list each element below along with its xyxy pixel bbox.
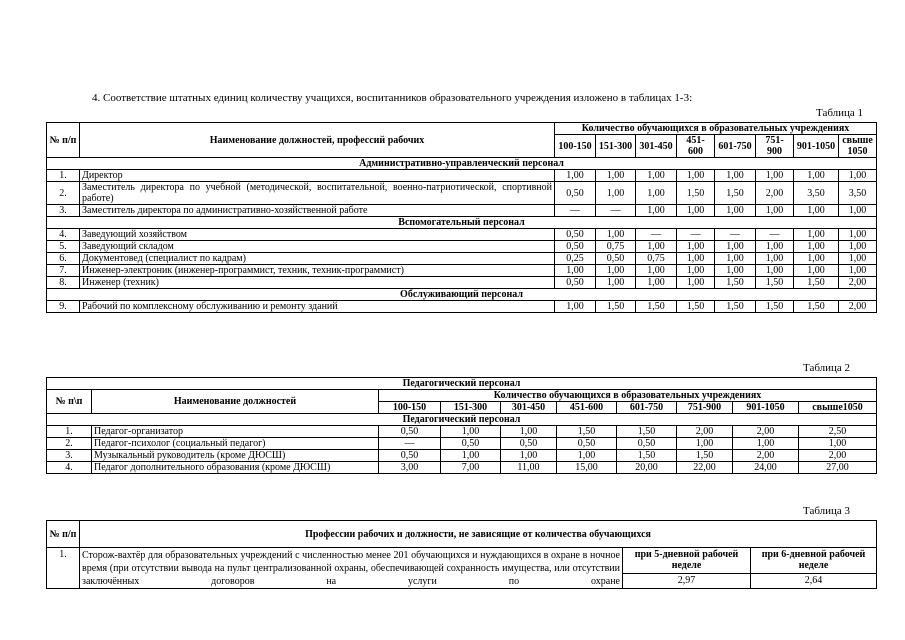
table-row [47, 241, 877, 253]
row-number: 1. [47, 426, 92, 438]
col-header-number: № п/п [47, 521, 80, 548]
row-number: 8. [47, 277, 80, 289]
value-cell: 0,75 [636, 253, 677, 265]
value-cell: 7,00 [441, 462, 501, 474]
value-cell: 2,50 [799, 426, 877, 438]
value-cell: — [715, 229, 756, 241]
value-cell: 0,25 [555, 253, 596, 265]
range-header: 901-1050 [733, 402, 799, 414]
value-cell: 1,50 [636, 301, 677, 313]
row-name: Заведующий хозяйством [80, 229, 555, 241]
col-header-name: Профессии рабочих и должности, не зависящие от количества обучающихся [80, 521, 877, 548]
table2-top-header: Педагогический персонал [47, 378, 877, 390]
table-row [47, 438, 877, 450]
range-header: 451-600 [557, 402, 617, 414]
value-cell: 1,00 [636, 182, 677, 205]
row-number: 1. [47, 170, 80, 182]
value-cell: 3,50 [839, 182, 877, 205]
row-number: 3. [47, 205, 80, 217]
value-cell: 1,00 [794, 170, 839, 182]
value-cell: 1,00 [596, 277, 636, 289]
value-cell: 1,00 [715, 241, 756, 253]
staffing-table-1 [46, 122, 877, 313]
value-cell: 1,50 [677, 182, 715, 205]
row-name: Педагог дополнительного образования (кроме ДЮСШ) [92, 462, 379, 474]
value-cell: 1,00 [636, 205, 677, 217]
row-number: 3. [47, 450, 92, 462]
value-5day: 2,97 [623, 573, 751, 588]
intro-text: 4. Соответствие штатных единиц количеству учащихся, воспитанников образовательного учреждения изложено в таблицах 1-3: [92, 92, 693, 104]
value-cell: 1,00 [839, 265, 877, 277]
value-cell: 1,50 [596, 301, 636, 313]
row-name: Музыкальный руководитель (кроме ДЮСШ) [92, 450, 379, 462]
row-number: 6. [47, 253, 80, 265]
value-cell: 2,00 [677, 426, 733, 438]
value-cell: 2,00 [839, 277, 877, 289]
range-header: 601-750 [617, 402, 677, 414]
value-cell: 1,00 [839, 170, 877, 182]
range-header: 151-300 [441, 402, 501, 414]
row-number: 4. [47, 462, 92, 474]
value-cell: 1,00 [756, 253, 794, 265]
value-cell: 1,50 [677, 301, 715, 313]
value-cell: 1,00 [555, 265, 596, 277]
value-cell: 2,00 [756, 182, 794, 205]
header-6day: при 6-дневной рабочей неделе [751, 548, 877, 574]
value-cell: 1,00 [799, 438, 877, 450]
section-title: Педагогический персонал [47, 414, 877, 426]
value-cell: 1,00 [715, 265, 756, 277]
value-cell: 1,00 [555, 170, 596, 182]
value-cell: 1,00 [636, 241, 677, 253]
value-cell: 1,00 [596, 170, 636, 182]
value-cell: — [677, 229, 715, 241]
value-cell: 15,00 [557, 462, 617, 474]
value-cell: 0,50 [555, 277, 596, 289]
table3-caption: Таблица 3 [803, 505, 851, 517]
value-cell: 1,00 [794, 229, 839, 241]
value-cell: 1,00 [636, 170, 677, 182]
value-cell: 1,50 [617, 450, 677, 462]
row-name: Инженер (техник) [80, 277, 555, 289]
value-cell: 2,00 [733, 426, 799, 438]
range-header: 301-450 [501, 402, 557, 414]
row-name: Рабочий по комплексному обслуживанию и ремонту зданий [80, 301, 555, 313]
table-row [47, 205, 877, 217]
table-row [47, 462, 877, 474]
value-cell: 0,50 [501, 438, 557, 450]
row-number: 2. [47, 182, 80, 205]
section-title: Обслуживающий персонал [47, 289, 877, 301]
value-6day: 2,64 [751, 573, 877, 588]
value-cell: 1,00 [677, 265, 715, 277]
value-cell: 1,50 [715, 301, 756, 313]
value-cell: 1,00 [794, 205, 839, 217]
value-cell: 1,00 [677, 241, 715, 253]
row-name: Педагог-организатор [92, 426, 379, 438]
range-header: 151-300 [596, 135, 636, 158]
staffing-table-2 [46, 377, 877, 474]
range-header: свыше 1050 [839, 135, 877, 158]
value-cell: 1,00 [677, 205, 715, 217]
value-cell: 1,00 [555, 301, 596, 313]
col-header-name: Наименование должностей [92, 390, 379, 414]
row-number: 4. [47, 229, 80, 241]
value-cell: 1,00 [677, 253, 715, 265]
value-cell: 1,50 [617, 426, 677, 438]
col-header-group: Количество обучающихся в образовательных учреждениях [555, 123, 877, 135]
row-name: Заместитель директора по учебной (методической, воспитательной, военно-патриотической, спортивной работе) [80, 182, 555, 205]
value-cell: 1,50 [677, 450, 733, 462]
value-cell: 1,00 [677, 438, 733, 450]
value-cell: 0,50 [379, 450, 441, 462]
value-cell: 1,00 [733, 438, 799, 450]
value-cell: 1,00 [756, 241, 794, 253]
row-number: 1. [47, 548, 80, 589]
table-row [47, 301, 877, 313]
range-header: 100-150 [379, 402, 441, 414]
value-cell: 1,00 [839, 241, 877, 253]
table-row [47, 229, 877, 241]
range-header: свыше1050 [799, 402, 877, 414]
section-title: Вспомогательный персонал [47, 217, 877, 229]
table-row [47, 277, 877, 289]
value-cell: — [636, 229, 677, 241]
value-cell: 1,00 [839, 205, 877, 217]
value-cell: 2,00 [733, 450, 799, 462]
value-cell: 2,00 [839, 301, 877, 313]
value-cell: 0,50 [555, 241, 596, 253]
row-name: Заведующий складом [80, 241, 555, 253]
value-cell: 1,00 [756, 265, 794, 277]
value-cell: 1,00 [596, 182, 636, 205]
table-row [47, 170, 877, 182]
table-row [47, 253, 877, 265]
value-cell: 0,50 [555, 229, 596, 241]
range-header: 451-600 [677, 135, 715, 158]
value-cell: 1,00 [441, 450, 501, 462]
table1-caption: Таблица 1 [816, 107, 864, 119]
value-cell: 2,00 [799, 450, 877, 462]
value-cell: 0,50 [441, 438, 501, 450]
value-cell: 1,00 [756, 170, 794, 182]
row-number: 5. [47, 241, 80, 253]
value-cell: 1,00 [794, 265, 839, 277]
staffing-table-3 [46, 520, 877, 589]
table-row [47, 426, 877, 438]
row-name: Педагог-психолог (социальный педагог) [92, 438, 379, 450]
value-cell: 1,00 [441, 426, 501, 438]
value-cell: 0,50 [555, 182, 596, 205]
range-header: 751-900 [756, 135, 794, 158]
value-cell: — [555, 205, 596, 217]
value-cell: 1,50 [794, 301, 839, 313]
value-cell: 1,00 [756, 205, 794, 217]
value-cell: 1,00 [794, 253, 839, 265]
row-name: Документовед (специалист по кадрам) [80, 253, 555, 265]
header-5day: при 5-дневной рабочей неделе [623, 548, 751, 574]
section-row [47, 158, 877, 170]
value-cell: 1,50 [794, 277, 839, 289]
value-cell: — [379, 438, 441, 450]
range-header: 901-1050 [794, 135, 839, 158]
value-cell: — [596, 205, 636, 217]
value-cell: 1,00 [596, 229, 636, 241]
table-row [47, 182, 877, 205]
value-cell: 1,00 [715, 205, 756, 217]
table2-caption: Таблица 2 [803, 362, 851, 374]
value-cell: 27,00 [799, 462, 877, 474]
value-cell: 1,00 [636, 277, 677, 289]
range-header: 100-150 [555, 135, 596, 158]
value-cell: 1,00 [636, 265, 677, 277]
value-cell: 1,50 [557, 426, 617, 438]
value-cell: 11,00 [501, 462, 557, 474]
col-header-number: № п\п [47, 390, 92, 414]
value-cell: 1,00 [715, 253, 756, 265]
value-cell: 1,00 [794, 241, 839, 253]
row-number: 7. [47, 265, 80, 277]
col-header-number: № п/п [47, 123, 80, 158]
row-name: Инженер-электроник (инженер-программист, техник, техник-программист) [80, 265, 555, 277]
range-header: 751-900 [677, 402, 733, 414]
table-row [47, 265, 877, 277]
value-cell: 1,50 [715, 277, 756, 289]
table-row [47, 450, 877, 462]
value-cell: 22,00 [677, 462, 733, 474]
section-row [47, 217, 877, 229]
col-header-name: Наименование должностей, профессий рабочих [80, 123, 555, 158]
value-cell: 1,50 [756, 277, 794, 289]
value-cell: 1,00 [501, 450, 557, 462]
range-header: 301-450 [636, 135, 677, 158]
value-cell: 3,50 [794, 182, 839, 205]
value-cell: 1,00 [677, 170, 715, 182]
value-cell: 0,50 [379, 426, 441, 438]
value-cell: 1,00 [596, 265, 636, 277]
value-cell: 1,50 [756, 301, 794, 313]
col-header-group: Количество обучающихся в образовательных учреждениях [379, 390, 877, 402]
value-cell: 24,00 [733, 462, 799, 474]
row-name: Сторож-вахтёр для образовательных учреждений с численностью менее 201 обучающихся и нуждающихся в охране в ночное время (при отсутствии вывода на пульт централизованной охраны, обеспечивающей сохранность имущества, или отсутствии заключённых договоров на услуги по охране [80, 548, 623, 589]
row-name: Директор [80, 170, 555, 182]
value-cell: 1,50 [715, 182, 756, 205]
value-cell: 1,00 [501, 426, 557, 438]
row-number: 9. [47, 301, 80, 313]
value-cell: 1,00 [839, 229, 877, 241]
section-row [47, 289, 877, 301]
section-title: Административно-управленческий персонал [47, 158, 877, 170]
value-cell: 20,00 [617, 462, 677, 474]
value-cell: 0,50 [617, 438, 677, 450]
value-cell: 3,00 [379, 462, 441, 474]
value-cell: 0,50 [596, 253, 636, 265]
value-cell: 1,00 [715, 170, 756, 182]
value-cell: 1,00 [839, 253, 877, 265]
value-cell: 1,00 [677, 277, 715, 289]
range-header: 601-750 [715, 135, 756, 158]
row-name: Заместитель директора по административно-хозяйственной работе [80, 205, 555, 217]
value-cell: 0,75 [596, 241, 636, 253]
value-cell: 0,50 [557, 438, 617, 450]
value-cell: 1,00 [557, 450, 617, 462]
row-number: 2. [47, 438, 92, 450]
value-cell: — [756, 229, 794, 241]
